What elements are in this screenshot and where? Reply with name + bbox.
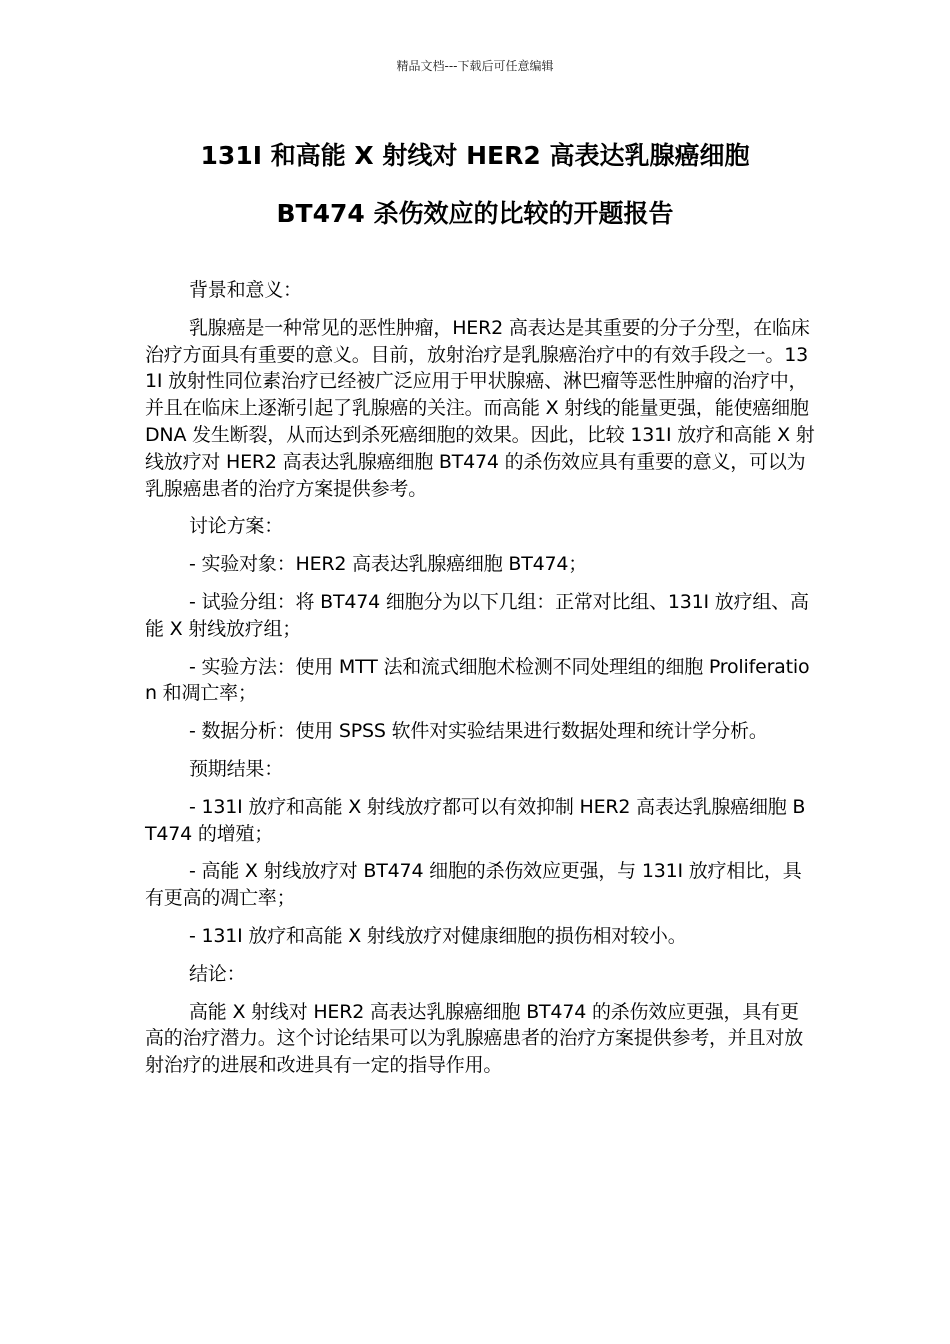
results-item: - 131I 放疗和高能 X 射线放疗对健康细胞的损伤相对较小。 [189,924,687,947]
results-item: - 高能 X 射线放疗对 BT474 细胞的杀伤效应更强，与 131I 放疗相比，具有更高的凋亡率； [145,860,802,910]
plan-heading: 讨论方案： [189,515,284,538]
document-title-line-2: BT474 杀伤效应的比较的开题报告 [276,199,674,228]
document-title-line-1: 131I 和高能 X 射线对 HER2 高表达乳腺癌细胞 [200,141,750,170]
plan-item: - 试验分组：将 BT474 细胞分为以下几组：正常对比组、131I 放疗组、高能 X 射线放疗组； [145,590,809,640]
document-body [145,277,815,1090]
background-heading: 背景和意义： [189,279,302,301]
results-heading: 预期结果： [189,757,284,780]
page-header: 精品文档---下载后可任意编辑 [396,59,554,73]
conclusion-paragraph: 高能 X 射线对 HER2 高表达乳腺癌细胞 BT474 的杀伤效应更强，具有更高的治疗潜力。这个讨论结果可以为乳腺癌患者的治疗方案提供参考，并且对放射治疗的进展和改进具有一定的指导作用。 [145,1000,804,1077]
plan-item: - 实验对象：HER2 高表达乳腺癌细胞 BT474； [189,553,588,576]
results-item: - 131I 放疗和高能 X 射线放疗都可以有效抑制 HER2 高表达乳腺癌细胞 BT474 的增殖； [145,795,806,845]
background-paragraph: 乳腺癌是一种常见的恶性肿瘤，HER2 高表达是其重要的分子分型，在临床治疗方面具有重要的意义。目前，放射治疗是乳腺癌治疗中的有效手段之一。131I 放射性同位素治疗已经被广泛应用于甲状腺癌、淋巴瘤等恶性肿瘤的治疗中，并且在临床上逐渐引起了乳腺癌的关注。而高能 X 射线的能量更强，能使癌细胞 DNA 发生断裂，从而达到杀死癌细胞的效果。因此，比较 131I 放疗和高能 X 射线放疗对 HER2 高表达乳腺癌细胞 BT474 的杀伤效应具有重要的意义，可以为乳腺癌患者的治疗方案提供参考。 [145,316,815,500]
plan-item: - 数据分析：使用 SPSS 软件对实验结果进行数据处理和统计学分析。 [189,720,768,743]
plan-item: - 实验方法：使用 MTT 法和流式细胞术检测不同处理组的细胞 Proliferation 和凋亡率； [145,655,810,705]
conclusion-heading: 结论： [189,962,246,985]
